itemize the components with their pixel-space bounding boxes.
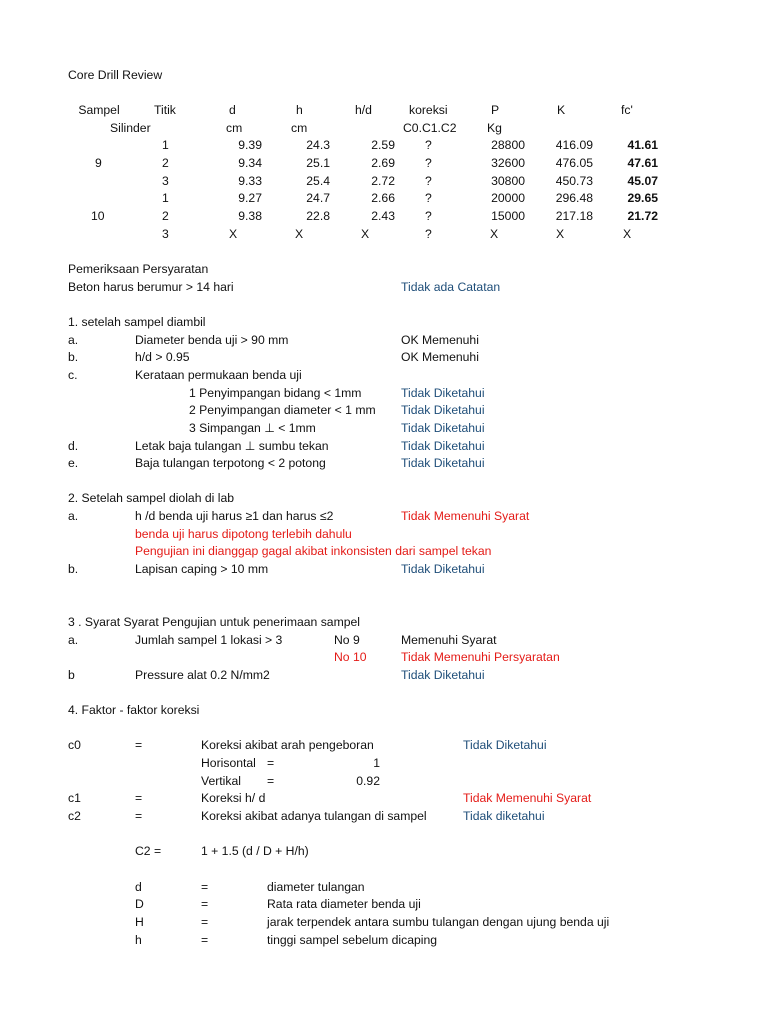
- table-cell-hd: 2.72: [371, 174, 395, 188]
- equals-sign: =: [135, 791, 143, 805]
- section-1-heading: 1. setelah sampel diambil: [68, 315, 206, 329]
- factor-status: Tidak diketahui: [463, 809, 545, 823]
- section-3-heading: 3 . Syarat Syarat Pengujian untuk penerimaan sampel: [68, 615, 360, 629]
- item-letter: d.: [68, 439, 79, 453]
- equals-sign: =: [267, 774, 275, 788]
- table-cell-d: 9.33: [238, 174, 262, 188]
- factor-status: Tidak Memenuhi Syarat: [463, 791, 592, 805]
- table-cell-k: 416.09: [555, 138, 593, 152]
- factor-desc: Koreksi akibat adanya tulangan di sampel: [201, 809, 427, 823]
- equals-sign: =: [201, 897, 209, 911]
- document-title: Core Drill Review: [68, 68, 163, 82]
- table-cell-p: 20000: [491, 191, 525, 205]
- item-status: Tidak Diketahui: [401, 668, 485, 682]
- table-cell-koreksi: ?: [425, 191, 432, 205]
- table-cell-p: 30800: [491, 174, 525, 188]
- formula: 1 + 1.5 (d / D + H/h): [201, 844, 309, 858]
- table-cell-k: X: [556, 227, 565, 241]
- header-k: K: [557, 103, 566, 117]
- subheader-h-unit: cm: [291, 121, 308, 135]
- sample-no: No 10: [334, 650, 367, 664]
- item-label: Baja tulangan terpotong < 2 potong: [135, 456, 326, 470]
- table-cell-d: 9.34: [238, 156, 262, 170]
- item-label: Letak baja tulangan ⊥ sumbu tekan: [135, 439, 329, 453]
- item-label: Pressure alat 0.2 N/mm2: [135, 668, 270, 682]
- subitem-status: Tidak Diketahui: [401, 421, 485, 435]
- factor-desc: Koreksi h/ d: [201, 791, 266, 805]
- horisontal-label: Horisontal: [201, 756, 256, 770]
- subheader-silinder: Silinder: [110, 121, 151, 135]
- umur-status: Tidak ada Catatan: [401, 280, 501, 294]
- group-label-10: 10: [91, 209, 105, 223]
- section-4-heading: 4. Faktor - faktor koreksi: [68, 703, 200, 717]
- item-label: Diameter benda uji > 90 mm: [135, 333, 289, 347]
- group-label-9: 9: [95, 156, 102, 170]
- table-cell-hd: 2.59: [371, 138, 395, 152]
- item-label: Lapisan caping > 10 mm: [135, 562, 269, 576]
- red-note: benda uji harus dipotong terlebih dahulu: [135, 527, 352, 541]
- item-letter: e.: [68, 456, 79, 470]
- table-cell-titik: 1: [162, 138, 169, 152]
- definition-symbol: h: [135, 933, 142, 947]
- vertikal-value: 0.92: [356, 774, 380, 788]
- table-cell-koreksi: ?: [425, 227, 432, 241]
- subheader-koreksi-unit: C0.C1.C2: [403, 121, 457, 135]
- equals-sign: =: [135, 809, 143, 823]
- subheader-p-unit: Kg: [487, 121, 502, 135]
- item-status: OK Memenuhi: [401, 350, 479, 364]
- header-p: P: [491, 103, 500, 117]
- item-label: Jumlah sampel 1 lokasi > 3: [135, 633, 283, 647]
- item-letter: b.: [68, 562, 79, 576]
- table-cell-h: 24.7: [306, 191, 330, 205]
- table-cell-d: X: [229, 227, 238, 241]
- factor-desc: Koreksi akibat arah pengeboran: [201, 738, 374, 752]
- item-status: Tidak Memenuhi Syarat: [401, 509, 530, 523]
- table-cell-h: 24.3: [306, 138, 330, 152]
- item-status: Memenuhi Syarat: [401, 633, 497, 647]
- header-titik: Titik: [154, 103, 176, 117]
- header-koreksi: koreksi: [409, 103, 448, 117]
- item-letter: a.: [68, 333, 79, 347]
- factor-symbol: c2: [68, 809, 81, 823]
- table-cell-fc: 29.65: [627, 191, 658, 205]
- table-cell-koreksi: ?: [425, 138, 432, 152]
- item-status: Tidak Diketahui: [401, 456, 485, 470]
- table-cell-h: 25.1: [306, 156, 330, 170]
- definition-symbol: D: [135, 897, 144, 911]
- table-cell-hd: 2.66: [371, 191, 395, 205]
- table-cell-titik: 3: [162, 174, 169, 188]
- table-cell-k: 296.48: [555, 191, 593, 205]
- item-letter: a.: [68, 633, 79, 647]
- equals-sign: =: [201, 933, 209, 947]
- subitem-status: Tidak Diketahui: [401, 386, 485, 400]
- header-sampel: Sampel: [78, 103, 120, 117]
- section-2-heading: 2. Setelah sampel diolah di lab: [68, 491, 234, 505]
- item-label: h /d benda uji harus ≥1 dan harus ≤2: [135, 509, 334, 523]
- table-cell-d: 9.39: [238, 138, 262, 152]
- item-letter: b.: [68, 350, 79, 364]
- umur-label: Beton harus berumur > 14 hari: [68, 280, 234, 294]
- equals-sign: =: [201, 880, 209, 894]
- item-letter: b: [68, 668, 75, 682]
- header-d: d: [229, 103, 236, 117]
- table-cell-titik: 1: [162, 191, 169, 205]
- horisontal-value: 1: [373, 756, 380, 770]
- table-cell-koreksi: ?: [425, 174, 432, 188]
- table-cell-h: X: [295, 227, 304, 241]
- factor-symbol: c1: [68, 791, 81, 805]
- table-cell-hd: 2.43: [371, 209, 395, 223]
- header-hd: h/d: [355, 103, 372, 117]
- table-cell-k: 217.18: [555, 209, 593, 223]
- table-cell-koreksi: ?: [425, 156, 432, 170]
- subitem-label: 3 Simpangan ⊥ < 1mm: [189, 421, 316, 435]
- table-cell-fc: 21.72: [627, 209, 658, 223]
- item-letter: a.: [68, 509, 79, 523]
- item-status: OK Memenuhi: [401, 333, 479, 347]
- table-cell-k: 476.05: [555, 156, 593, 170]
- table-cell-k: 450.73: [555, 174, 593, 188]
- subitem-status: Tidak Diketahui: [401, 403, 485, 417]
- red-note: Pengujian ini dianggap gagal akibat inkonsisten dari sampel tekan: [135, 544, 492, 558]
- equals-sign: =: [267, 756, 275, 770]
- subitem-label: 2 Penyimpangan diameter < 1 mm: [189, 403, 376, 417]
- table-cell-fc: 47.61: [627, 156, 658, 170]
- definition-desc: tinggi sampel sebelum dicaping: [267, 933, 438, 947]
- table-cell-p: 28800: [491, 138, 525, 152]
- header-fc: fc': [621, 103, 633, 117]
- table-cell-fc: 45.07: [627, 174, 658, 188]
- table-cell-hd: X: [361, 227, 370, 241]
- header-h: h: [296, 103, 303, 117]
- table-cell-d: 9.38: [238, 209, 262, 223]
- table-cell-h: 25.4: [306, 174, 330, 188]
- table-cell-p: 32600: [491, 156, 525, 170]
- equals-sign: =: [135, 738, 143, 752]
- item-status: Tidak Diketahui: [401, 562, 485, 576]
- table-cell-titik: 2: [162, 156, 169, 170]
- factor-status: Tidak Diketahui: [463, 738, 547, 752]
- table-cell-fc: X: [623, 227, 632, 241]
- formula-label: C2 =: [135, 844, 162, 858]
- definition-symbol: d: [135, 880, 142, 894]
- subheader-d-unit: cm: [226, 121, 243, 135]
- table-cell-h: 22.8: [306, 209, 330, 223]
- table-cell-fc: 41.61: [627, 138, 658, 152]
- table-cell-p: X: [490, 227, 499, 241]
- vertikal-label: Vertikal: [201, 774, 241, 788]
- item-label: h/d > 0.95: [135, 350, 190, 364]
- table-cell-titik: 3: [162, 227, 169, 241]
- item-status: Tidak Memenuhi Persyaratan: [401, 650, 560, 664]
- table-cell-d: 9.27: [238, 191, 262, 205]
- item-letter: c.: [68, 368, 78, 382]
- pemeriksaan-heading: Pemeriksaan Persyaratan: [68, 262, 209, 276]
- item-label: Kerataan permukaan benda uji: [135, 368, 302, 382]
- definition-desc: Rata rata diameter benda uji: [267, 897, 421, 911]
- factor-symbol: c0: [68, 738, 81, 752]
- equals-sign: =: [201, 915, 209, 929]
- sample-no: No 9: [334, 633, 360, 647]
- table-cell-koreksi: ?: [425, 209, 432, 223]
- table-cell-p: 15000: [491, 209, 525, 223]
- table-cell-titik: 2: [162, 209, 169, 223]
- definition-desc: jarak terpendek antara sumbu tulangan dengan ujung benda uji: [267, 915, 610, 929]
- definition-desc: diameter tulangan: [267, 880, 365, 894]
- table-cell-hd: 2.69: [371, 156, 395, 170]
- item-status: Tidak Diketahui: [401, 439, 485, 453]
- definition-symbol: H: [135, 915, 144, 929]
- subitem-label: 1 Penyimpangan bidang < 1mm: [189, 386, 362, 400]
